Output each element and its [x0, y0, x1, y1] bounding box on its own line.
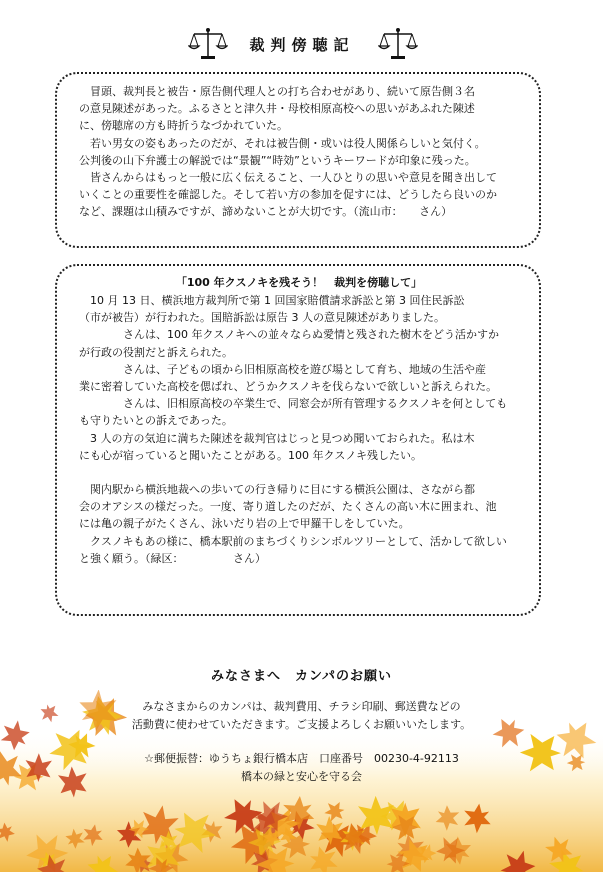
- text-line: には亀の親子がたくさん、泳いだり岩の上で甲羅干しをしていた。: [79, 517, 410, 531]
- text-line: にも心が宿っていると聞いたことがある。100 年クスノキ残したい。: [79, 448, 422, 462]
- text-line: 3 人の方の気迫に満ちた陳述を裁判官はじっと見つめ聞いておられた。私は木: [90, 431, 475, 445]
- report-subtitle: 「100 年クスノキを残そう！ 裁判を傍聴して」: [175, 276, 423, 289]
- text-line: 公判後の山下弁護士の解説では“景観”“時効”というキーワードが印象に残った。: [79, 153, 476, 167]
- text-line: など、課題は山積みですが、諦めないことが大切です。（流山市： さん）: [79, 205, 453, 219]
- text-line: いくことの重要性を確認した。そして若い方の参加を促すには、どうしたら良いのか: [79, 188, 497, 202]
- text-line: 会のオアシスの様だった。一度、寄り道したのだが、たくさんの高い木に囲まれ、池: [79, 500, 497, 514]
- scales-of-justice-icon: [378, 26, 418, 60]
- text-line: と強く願う。（緑区： さん）: [79, 551, 266, 565]
- page-title: 裁判傍聴記: [249, 36, 355, 54]
- text-line: 若い男女の姿もあったのだが、それは被告側・或いは役人関係らしいと気付く。: [90, 136, 486, 150]
- text-line: さんは、100 年クスノキへの並々ならぬ愛情と残された樹木をどう活かすか: [123, 328, 499, 342]
- text-line: が行政の役割だと訴えられた。: [79, 345, 233, 359]
- report-box-1: [55, 72, 541, 248]
- text-line: クスノキもあの様に、橋本駅前のまちづくりシンボルツリーとして、活かして欲しい: [90, 534, 507, 548]
- appeal-title: みなさまへ カンパのお願い: [210, 669, 393, 684]
- text-line: の意見陳述があった。ふるさとと津久井・母校相原高校への思いがあふれた陳述: [79, 102, 475, 116]
- text-line: に、傍聴席の方も時折うなづかれていた。: [79, 119, 288, 133]
- text-line: 業に密着していた高校を偲ばれ、どうかクスノキを伐らないで欲しいと訴えられた。: [79, 380, 498, 394]
- appeal-text: みなさまからのカンパは、裁判費用、チラシ印刷、郵送費などの: [142, 700, 461, 713]
- scales-of-justice-icon: [188, 26, 228, 60]
- text-line: 関内駅から横浜地裁への歩いての行き帰りに目にする横浜公園は、さながら都: [90, 483, 475, 497]
- text-line: 皆さんからはもっと一般に広く伝えること、一人ひとりの思いや意見を聞き出して: [90, 171, 497, 185]
- text-line: （市が被告）が行われた。国賠訴訟は原告 3 人の意見陳述がありました。: [79, 311, 445, 325]
- text-line: 冒頭、裁判長と被告・原告側代理人との打ち合わせがあり、続いて原告側３名: [90, 85, 475, 98]
- organization-name: 橋本の緑と安心を守る会: [241, 770, 362, 783]
- appeal-text: 活動費に使わせていただきます。ご支援よろしくお願いいたします。: [131, 718, 472, 731]
- donation-appeal: [0, 665, 603, 786]
- text-line: さんは、子どもの頃から旧相原高校を遊び場として育ち、地域の生活や産: [123, 362, 486, 376]
- text-line: も守りたいとの訴えであった。: [79, 414, 233, 428]
- text-line: 10 月 13 日、横浜地方裁判所で第 1 回国家賠償請求訴訟と第 3 回住民訴訟: [90, 294, 465, 307]
- postal-account: ☆郵便振替：ゆうちょ銀行橋本店 口座番号 00230-4-92113: [144, 752, 459, 765]
- report-box-2: [55, 264, 541, 616]
- header: [0, 26, 603, 62]
- text-line: さんは、旧相原高校の卒業生で、同窓会が所有管理するクスノキを何としても: [123, 397, 508, 411]
